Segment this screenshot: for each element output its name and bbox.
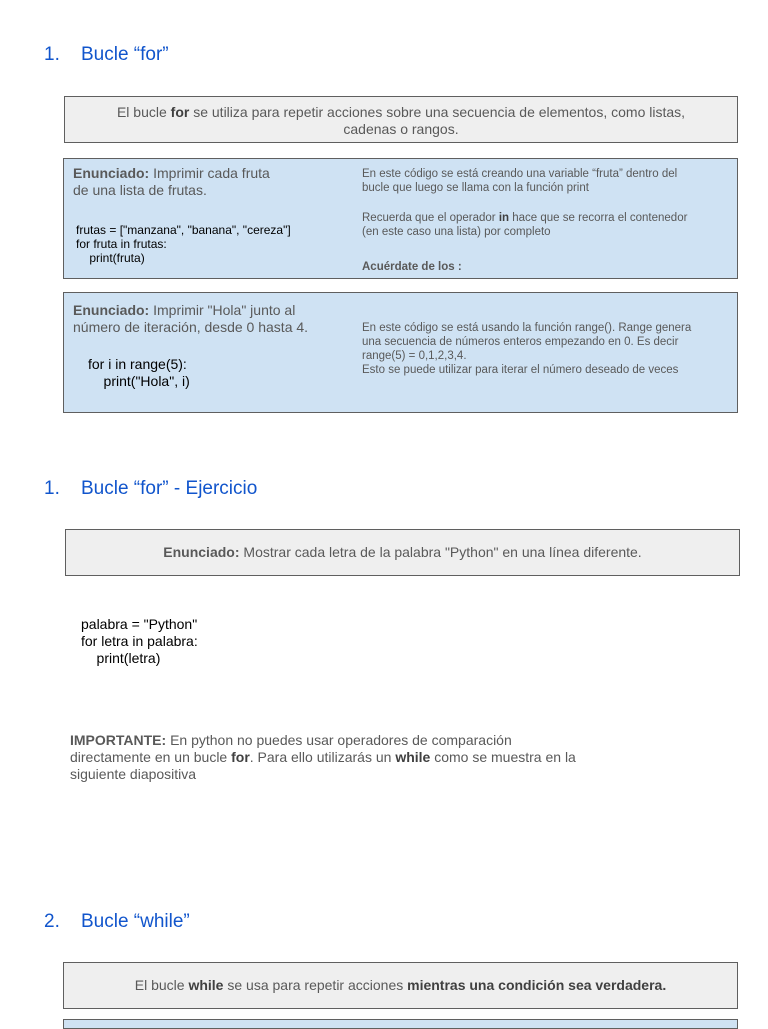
code-line: print(fruta): [76, 251, 145, 265]
exercise-statement-box: [65, 529, 740, 576]
important-text: En python no puedes usar operadores de comparación: [166, 732, 512, 748]
for-intro-box: [64, 96, 738, 143]
card-fruits-statement: [73, 165, 270, 199]
card-fruits-reminder: Acuérdate de los :: [362, 261, 462, 273]
note-line: (en este caso una lista) por completo: [362, 226, 551, 238]
while-intro-text: El bucle: [134, 977, 189, 993]
important-keyword: while: [395, 749, 431, 765]
code-line: for letra in palabra:: [81, 633, 198, 649]
while-intro-box: [63, 962, 738, 1009]
for-intro-keyword: for: [170, 104, 190, 120]
note-text: Recuerda que el operador: [362, 212, 499, 224]
important-text: como se muestra en la: [430, 749, 576, 765]
statement-label: Enunciado:: [163, 544, 240, 560]
note-line: En este código se está creando una variable “fruta” dentro del: [362, 168, 678, 180]
card-fruits-note2: [362, 211, 687, 239]
section-title: Bucle “while”: [81, 911, 190, 932]
note-line: bucle que luego se llama con la función print: [362, 182, 589, 194]
statement-text: Mostrar cada letra de la palabra "Python" en una línea diferente.: [239, 544, 642, 560]
section-heading-for-exercise: [44, 478, 257, 500]
note-line: una secuencia de números enteros empezando en 0. Es decir: [362, 336, 679, 348]
note-line: range(5) = 0,1,2,3,4.: [362, 350, 467, 362]
example-card-fruits: [63, 158, 738, 279]
code-line: for i in range(5):: [88, 356, 187, 372]
section-number: 1.: [44, 478, 60, 499]
card-fruits-note1: [362, 167, 677, 195]
note-line: En este código se está usando la función range(). Range genera: [362, 322, 692, 334]
while-intro-text: se usa para repetir acciones: [223, 977, 408, 993]
example-card-range: [63, 292, 738, 413]
section-number: 1.: [44, 44, 60, 65]
section-heading-while: [44, 911, 190, 933]
exercise-code: [81, 616, 198, 667]
for-intro-text-post: se utiliza para repetir acciones sobre una secuencia de elementos, como listas,: [189, 104, 686, 120]
statement-label: Enunciado:: [73, 165, 150, 181]
note-text: hace que se recorra el contenedor: [509, 212, 688, 224]
card-range-note: [362, 321, 691, 377]
while-intro-emphasis: mientras una condición sea verdadera.: [407, 977, 667, 993]
code-line: palabra = "Python": [81, 616, 198, 632]
code-line: print("Hola", i): [88, 373, 190, 389]
while-intro-keyword: while: [188, 977, 224, 993]
code-line: frutas = ["manzana", "banana", "cereza"]: [76, 223, 291, 237]
code-line: for fruta in frutas:: [76, 237, 167, 251]
card-range-code: [88, 356, 190, 390]
important-text: . Para ello utilizarás un: [249, 749, 396, 765]
section-number: 2.: [44, 911, 60, 932]
code-line: print(letra): [81, 650, 161, 666]
important-text: siguiente diapositiva: [70, 766, 197, 782]
statement-text-line2: número de iteración, desde 0 hasta 4.: [73, 319, 309, 335]
statement-text: Imprimir "Hola" junto al: [149, 302, 296, 318]
for-intro-text-pre: El bucle: [116, 104, 171, 120]
important-text: directamente en un bucle: [70, 749, 232, 765]
section-title: Bucle “for” - Ejercicio: [81, 478, 258, 499]
card-fruits-code: [76, 223, 291, 265]
important-keyword: for: [231, 749, 250, 765]
important-note: [70, 732, 576, 783]
statement-text-line2: de una lista de frutas.: [73, 182, 207, 198]
section-title: Bucle “for”: [81, 44, 169, 65]
important-label: IMPORTANTE:: [70, 732, 167, 748]
note-keyword: in: [498, 212, 510, 224]
note-line: Esto se puede utilizar para iterar el número deseado de veces: [362, 364, 679, 376]
while-example-card: [63, 1019, 738, 1029]
statement-label: Enunciado:: [73, 302, 150, 318]
for-intro-text-line2: cadenas o rangos.: [343, 121, 459, 137]
statement-text: Imprimir cada fruta: [149, 165, 270, 181]
section-heading-for: [44, 44, 169, 66]
card-range-statement: [73, 302, 308, 336]
